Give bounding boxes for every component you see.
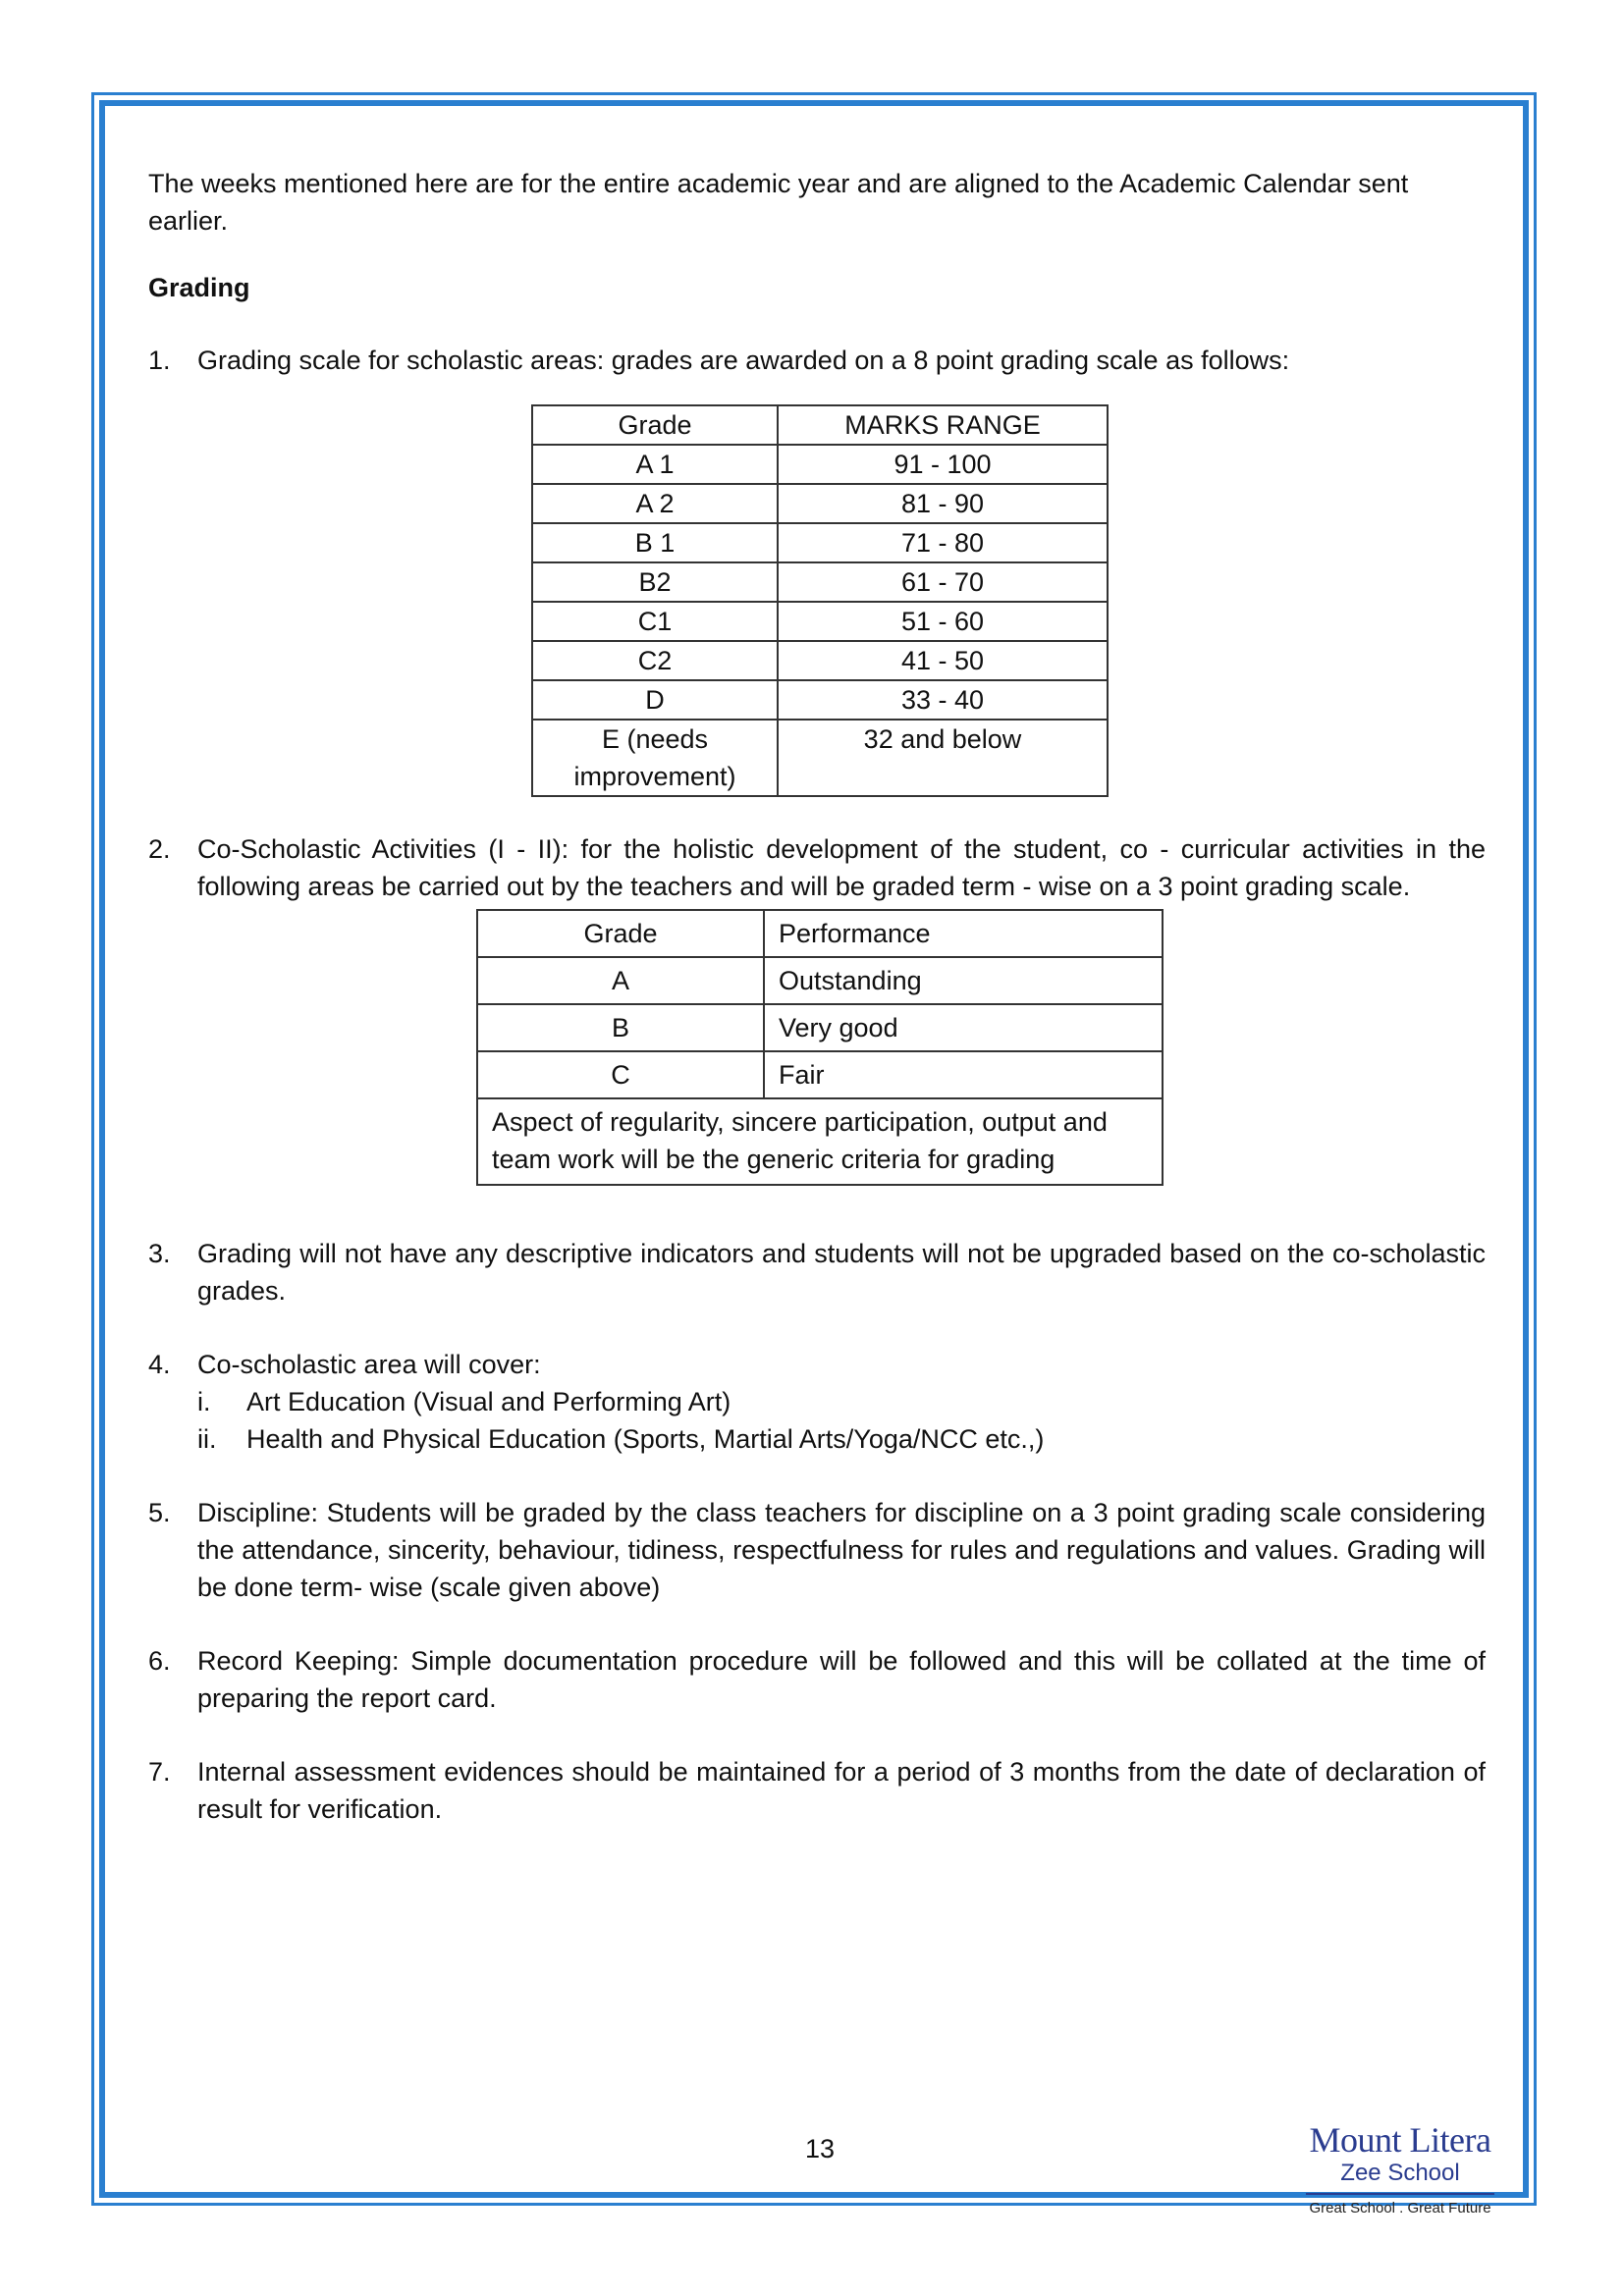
table-cell: B2 [532, 562, 778, 602]
table-cell: D [532, 680, 778, 720]
list-number: 1. [148, 346, 171, 375]
performance-table [476, 909, 1164, 1186]
sub-list-item [197, 1383, 1486, 1420]
table-row [532, 680, 1108, 720]
list-number: 7. [148, 1757, 171, 1787]
table-row [477, 957, 1163, 1004]
list-text: Discipline: Students will be graded by the class teachers for discipline on a 3 point grading scale considering the attendance, sincerity, behaviour, tidiness, respectfulness for rules and regulations and values. Grading will be done term- wise (scale given above) [197, 1498, 1486, 1602]
list-number: 5. [148, 1498, 171, 1527]
table-cell: C2 [532, 641, 778, 680]
table-cell: Fair [764, 1051, 1163, 1098]
table-cell: 51 - 60 [778, 602, 1108, 641]
table-cell: 41 - 50 [778, 641, 1108, 680]
table-cell: 32 and below [778, 720, 1108, 796]
table-header: Grade [477, 910, 764, 957]
intro-paragraph: The weeks mentioned here are for the entire academic year and are aligned to the Academic Calendar sent earlier. [148, 169, 1409, 236]
table-row [532, 562, 1108, 602]
table-row [532, 602, 1108, 641]
table-row [532, 720, 1108, 796]
table-cell: 71 - 80 [778, 523, 1108, 562]
table-row [532, 641, 1108, 680]
table-cell: C [477, 1051, 764, 1098]
list-text: Grading will not have any descriptive indicators and students will not be upgraded based on the co-scholastic grades. [197, 1239, 1486, 1306]
table-row [532, 445, 1108, 484]
list-number: 6. [148, 1646, 171, 1676]
table-cell: B 1 [532, 523, 778, 562]
list-item-4 [148, 1346, 1486, 1458]
list-text: Co-scholastic area will cover: [197, 1350, 541, 1379]
sub-list-number: i. [197, 1387, 211, 1416]
table-cell: 81 - 90 [778, 484, 1108, 523]
school-logo [1302, 2120, 1498, 2218]
page-content [148, 165, 1486, 1828]
list-item-1 [148, 342, 1486, 379]
list-number: 2. [148, 834, 171, 864]
table-cell: 33 - 40 [778, 680, 1108, 720]
list-body [197, 1346, 1486, 1458]
list-text: Co-Scholastic Activities (I - II): for the holistic development of the student, co - curricular activities in the following areas be carried out by the teachers and will be graded term - wise on a 3 point grading scale. [197, 834, 1486, 901]
list-text: Record Keeping: Simple documentation procedure will be followed and this will be collated at the time of preparing the report card. [197, 1646, 1486, 1713]
sub-list-number: ii. [197, 1424, 217, 1454]
table-cell: A 2 [532, 484, 778, 523]
logo-subtitle: Zee School [1340, 2160, 1460, 2186]
list-text: Internal assessment evidences should be maintained for a period of 3 months from the date of declaration of result for verification. [197, 1757, 1486, 1824]
table-cell: Very good [764, 1004, 1163, 1051]
table-note-row [477, 1098, 1163, 1185]
list-number: 4. [148, 1350, 171, 1379]
table-note: Aspect of regularity, sincere participation, output and team work will be the generic criteria for grading [477, 1098, 1163, 1185]
page-number: 13 [804, 2134, 836, 2163]
list-item-6 [148, 1642, 1486, 1717]
table-header: Grade [532, 405, 778, 445]
table-row [477, 1004, 1163, 1051]
table-cell: E (needs improvement) [532, 720, 778, 796]
table-cell: 91 - 100 [778, 445, 1108, 484]
table-header-row [477, 910, 1163, 957]
table-cell: A [477, 957, 764, 1004]
table-cell: 61 - 70 [778, 562, 1108, 602]
sub-list-text: Health and Physical Education (Sports, Martial Arts/Yoga/NCC etc.,) [246, 1424, 1045, 1454]
list-item-5 [148, 1494, 1486, 1606]
table-row [477, 1051, 1163, 1098]
list-item-7 [148, 1753, 1486, 1828]
logo-divider [1306, 2193, 1494, 2195]
sub-list-item [197, 1420, 1486, 1458]
table-cell: C1 [532, 602, 778, 641]
table-row [532, 523, 1108, 562]
list-text: Grading scale for scholastic areas: grades are awarded on a 8 point grading scale as follows: [197, 346, 1290, 375]
grades-table [531, 404, 1109, 797]
logo-name: Mount Litera [1309, 2120, 1491, 2160]
table-header-row [532, 405, 1108, 445]
table-row [532, 484, 1108, 523]
list-item-3 [148, 1235, 1486, 1309]
table-header: Performance [764, 910, 1163, 957]
table-cell: A 1 [532, 445, 778, 484]
table-cell: B [477, 1004, 764, 1051]
logo-tagline: Great School . Great Future [1309, 2200, 1491, 2216]
list-item-2 [148, 830, 1486, 905]
table-cell: Outstanding [764, 957, 1163, 1004]
section-heading: Grading [148, 273, 250, 302]
table-header: MARKS RANGE [778, 405, 1108, 445]
list-number: 3. [148, 1239, 171, 1268]
sub-list-text: Art Education (Visual and Performing Art) [246, 1387, 731, 1416]
